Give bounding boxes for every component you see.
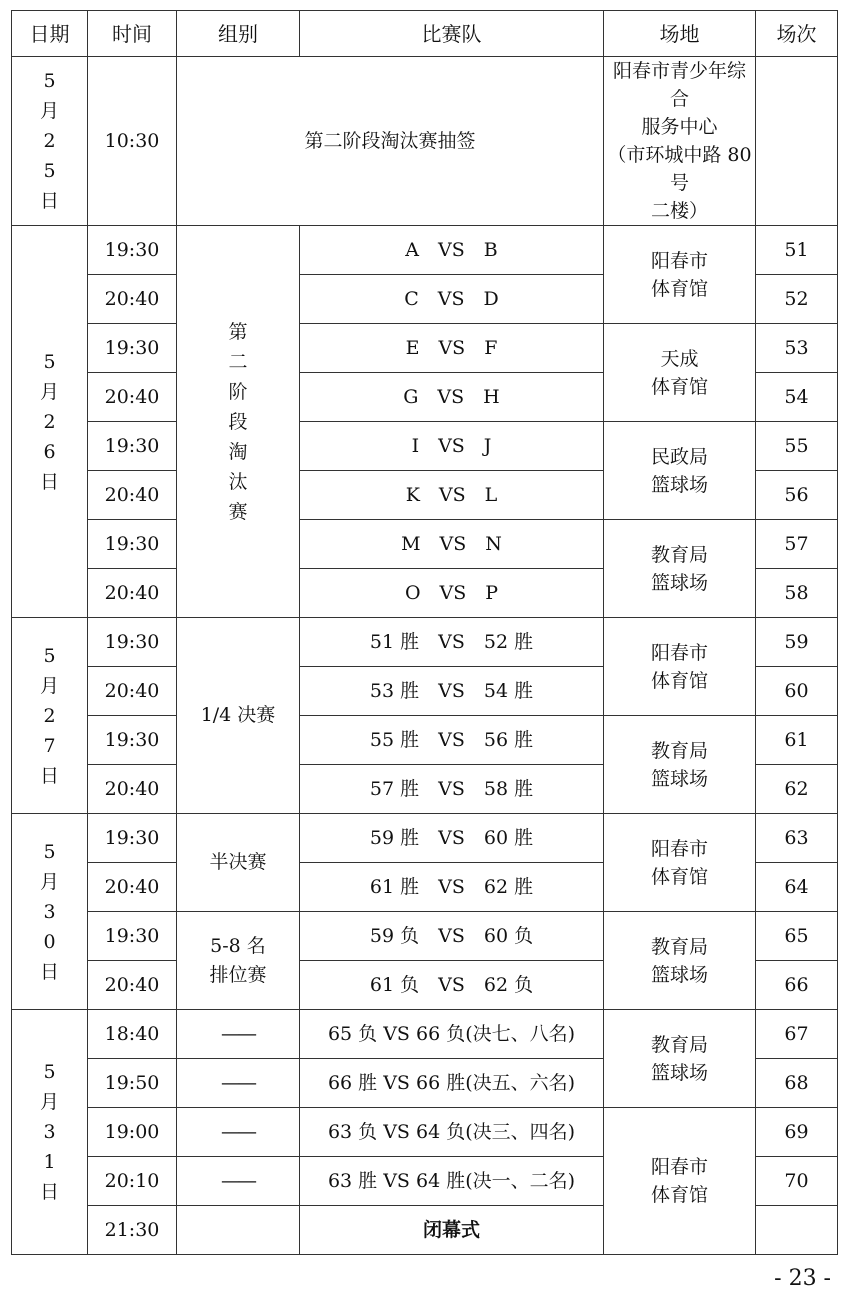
time-cell: 19:30 (88, 520, 177, 569)
group-cell (177, 1059, 300, 1108)
match-number-cell: 58 (756, 569, 838, 618)
time-cell: 19:30 (88, 814, 177, 863)
date-cell (12, 814, 88, 1010)
draw-event: 第二阶段淘汰赛抽签 (177, 57, 604, 226)
table-row (12, 1010, 838, 1059)
match-number-cell: 63 (756, 814, 838, 863)
draw-row (12, 57, 838, 226)
time-cell: 20:10 (88, 1157, 177, 1206)
time-cell: 19:30 (88, 912, 177, 961)
match-number-cell: 61 (756, 716, 838, 765)
table-row (12, 1108, 838, 1157)
page-number: - 23 - (774, 1266, 831, 1291)
match-number-cell: 65 (756, 912, 838, 961)
match-number-cell: 60 (756, 667, 838, 716)
venue-cell: 阳春市 体育馆 (604, 814, 756, 912)
match-cell: 闭幕式 (300, 1206, 604, 1255)
time-cell: 19:30 (88, 324, 177, 373)
date-cell (12, 226, 88, 618)
match-number-cell: 54 (756, 373, 838, 422)
time-cell: 19:30 (88, 422, 177, 471)
match-number-cell: 67 (756, 1010, 838, 1059)
group-cell (177, 618, 300, 814)
header-venue: 场地 (604, 11, 756, 57)
date-text: 5月30日 (39, 840, 59, 983)
table-row (12, 422, 838, 471)
table-row (12, 814, 838, 863)
time-cell: 19:30 (88, 618, 177, 667)
match-cell: O VS P (300, 569, 604, 618)
venue-cell: 民政局 篮球场 (604, 422, 756, 520)
group-label: 5-8 名 排位赛 (209, 934, 267, 986)
time-cell: 20:40 (88, 961, 177, 1010)
venue-cell: 教育局 篮球场 (604, 716, 756, 814)
group-label: —— (221, 1169, 255, 1192)
venue-cell: 天成 体育馆 (604, 324, 756, 422)
match-number-cell: 57 (756, 520, 838, 569)
time-cell: 18:40 (88, 1010, 177, 1059)
watermark-strip (530, 1220, 780, 1240)
table-row (12, 716, 838, 765)
group-cell (177, 912, 300, 1010)
table-row (12, 520, 838, 569)
group-cell (177, 814, 300, 912)
header-date: 日期 (12, 11, 88, 57)
time-cell: 20:40 (88, 569, 177, 618)
draw-date-text: 5月25日 (39, 70, 59, 212)
header-time: 时间 (88, 11, 177, 57)
date-text: 5月31日 (39, 1061, 59, 1203)
date-text: 5月26日 (39, 350, 59, 493)
match-cell: E VS F (300, 324, 604, 373)
group-label: —— (221, 1022, 255, 1045)
group-label: 1/4 决赛 (200, 704, 276, 726)
match-number-cell: 66 (756, 961, 838, 1010)
match-number-cell: 56 (756, 471, 838, 520)
match-cell: C VS D (300, 275, 604, 324)
time-cell: 21:30 (88, 1206, 177, 1255)
table-row (12, 912, 838, 961)
schedule-table (11, 10, 838, 1255)
match-cell: A VS B (300, 226, 604, 275)
match-cell: 53 胜 VS 54 胜 (300, 667, 604, 716)
group-cell (177, 1157, 300, 1206)
header-row (12, 11, 838, 57)
match-cell: 66 胜 VS 66 胜(决五、六名) (300, 1059, 604, 1108)
time-cell: 20:40 (88, 471, 177, 520)
draw-match-no (756, 57, 838, 226)
venue-cell: 阳春市 体育馆 (604, 618, 756, 716)
group-cell (177, 1108, 300, 1157)
group-label: 第二阶段淘汰赛 (228, 320, 248, 523)
match-number-cell: 55 (756, 422, 838, 471)
match-number-cell: 64 (756, 863, 838, 912)
venue-cell: 教育局 篮球场 (604, 1010, 756, 1108)
match-cell: K VS L (300, 471, 604, 520)
group-label: —— (221, 1120, 255, 1143)
table-row (12, 226, 838, 275)
time-cell: 19:00 (88, 1108, 177, 1157)
time-cell: 20:40 (88, 667, 177, 716)
match-cell: G VS H (300, 373, 604, 422)
date-text: 5月27日 (39, 644, 59, 787)
match-cell: 59 负 VS 60 负 (300, 912, 604, 961)
draw-time: 10:30 (88, 57, 177, 226)
venue-cell: 教育局 篮球场 (604, 912, 756, 1010)
match-cell: 65 负 VS 66 负(决七、八名) (300, 1010, 604, 1059)
time-cell: 19:50 (88, 1059, 177, 1108)
match-cell: 61 胜 VS 62 胜 (300, 863, 604, 912)
draw-venue: 阳春市青少年综合 服务中心 （市环城中路 80 号 二楼） (604, 57, 756, 226)
venue-cell: 阳春市 体育馆 (604, 226, 756, 324)
time-cell: 19:30 (88, 716, 177, 765)
date-cell (12, 618, 88, 814)
match-number-cell: 59 (756, 618, 838, 667)
draw-date (12, 57, 88, 226)
time-cell: 20:40 (88, 863, 177, 912)
match-cell: 63 胜 VS 64 胜(决一、二名) (300, 1157, 604, 1206)
time-cell: 19:30 (88, 226, 177, 275)
match-number-cell: 52 (756, 275, 838, 324)
match-number-cell: 68 (756, 1059, 838, 1108)
group-cell (177, 226, 300, 618)
time-cell: 20:40 (88, 373, 177, 422)
venue-cell: 教育局 篮球场 (604, 520, 756, 618)
match-cell: 63 负 VS 64 负(决三、四名) (300, 1108, 604, 1157)
table-row (12, 324, 838, 373)
match-cell: 59 胜 VS 60 胜 (300, 814, 604, 863)
header-teams: 比赛队 (300, 11, 604, 57)
venue-cell: 阳春市 体育馆 (604, 1108, 756, 1255)
match-number-cell: 62 (756, 765, 838, 814)
group-label: —— (221, 1071, 255, 1094)
schedule-body (12, 57, 838, 1255)
header-group: 组别 (177, 11, 300, 57)
match-cell: 57 胜 VS 58 胜 (300, 765, 604, 814)
group-cell (177, 1206, 300, 1255)
time-cell: 20:40 (88, 765, 177, 814)
match-cell: 61 负 VS 62 负 (300, 961, 604, 1010)
match-number-cell: 70 (756, 1157, 838, 1206)
match-cell: M VS N (300, 520, 604, 569)
group-label: 半决赛 (209, 851, 267, 873)
time-cell: 20:40 (88, 275, 177, 324)
header-match-no: 场次 (756, 11, 838, 57)
date-cell (12, 1010, 88, 1255)
match-number-cell: 51 (756, 226, 838, 275)
match-cell: 51 胜 VS 52 胜 (300, 618, 604, 667)
match-cell: 55 胜 VS 56 胜 (300, 716, 604, 765)
table-row (12, 618, 838, 667)
match-number-cell: 69 (756, 1108, 838, 1157)
group-cell (177, 1010, 300, 1059)
match-cell: I VS J (300, 422, 604, 471)
match-number-cell: 53 (756, 324, 838, 373)
